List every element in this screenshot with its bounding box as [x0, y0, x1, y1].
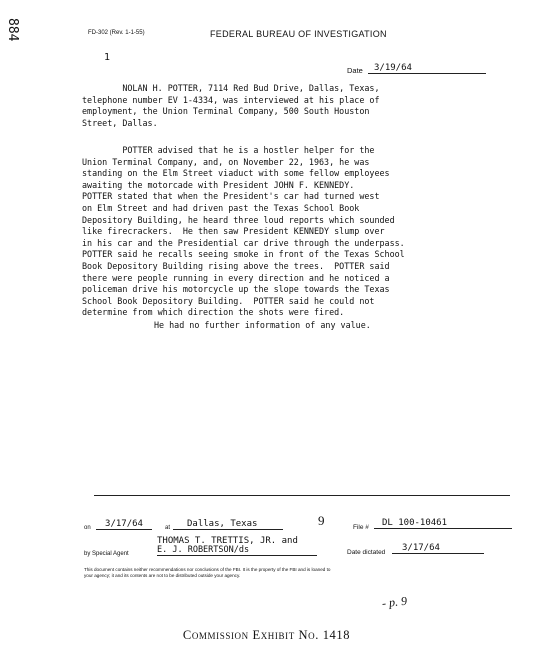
interview-date-label: on — [84, 525, 91, 531]
page-indicator: 1 — [104, 52, 111, 63]
interview-place-label: at — [165, 525, 171, 531]
handwritten-mark: 9 — [318, 513, 325, 528]
interview-date: 3/17/64 — [96, 519, 152, 530]
date-dictated-label: Date dictated — [347, 549, 386, 556]
by-special-agent-label: by Special Agent — [84, 551, 129, 557]
body-paragraph-2: POTTER advised that he is a hostler helper for the Union Terminal Company, and, on November 22, 1963, he was standing on the Elm Street viaduct with some fellow employees awaiting the motorcade with President JOHN F. KENNEDY. POTTER stated that when the President's car had turned west on Elm Street and had driven past the Texas School Book Depository Building, he heard three loud reports which sounded like firecrackers. He then saw President KENNEDY slump over in his car and the Presidential car drive through the underpass. POTTER said he recalls seeing smoke in front of the Texas School Book Depository Building rising above the trees. POTTER said there were people running in every direction and he noticed a policeman drive his motorcycle up the slope towards the Texas School Book Depository Building. POTTER said he could not determine from which direction the shots were fired. — [82, 145, 405, 318]
disclaimer-line-2: your agency; it and its contents are not to be distributed outside your agency. — [84, 573, 241, 578]
file-number: DL 100-10461 — [374, 518, 512, 529]
interview-place: Dallas, Texas — [173, 519, 283, 530]
date-dictated: 3/17/64 — [392, 543, 484, 554]
form-number: FD-302 (Rev. 1-1-55) — [88, 30, 145, 36]
agency-header: FEDERAL BUREAU OF INVESTIGATION — [210, 29, 387, 39]
agents-line-1: THOMAS T. TRETTIS, JR. and — [157, 536, 298, 546]
file-label: File # — [353, 524, 369, 531]
agents-line-2: E. J. ROBERTSON/ds — [157, 545, 317, 556]
exhibit-label: Commission Exhibit No. 1418 — [182, 628, 351, 642]
date-value: 3/19/64 — [368, 63, 486, 74]
date-label: Date — [347, 66, 363, 75]
handwritten-page-note: - p. 9 — [381, 593, 408, 611]
body-paragraph-1: NOLAN H. POTTER, 7114 Red Bud Drive, Dallas, Texas, telephone number EV 1-4334, was interviewed at his place of employment, the Union Terminal Company, 500 South Houston Street, Dallas. — [82, 83, 380, 128]
disclaimer — [84, 567, 330, 579]
page-number: 884 — [5, 18, 20, 42]
footer-divider — [94, 495, 510, 496]
body-paragraph-3: He had no further information of any value. — [154, 320, 371, 330]
disclaimer-line-1: This document contains neither recommendations nor conclusions of the FBI. It is the property of the FBI and is loaned to — [84, 567, 331, 572]
